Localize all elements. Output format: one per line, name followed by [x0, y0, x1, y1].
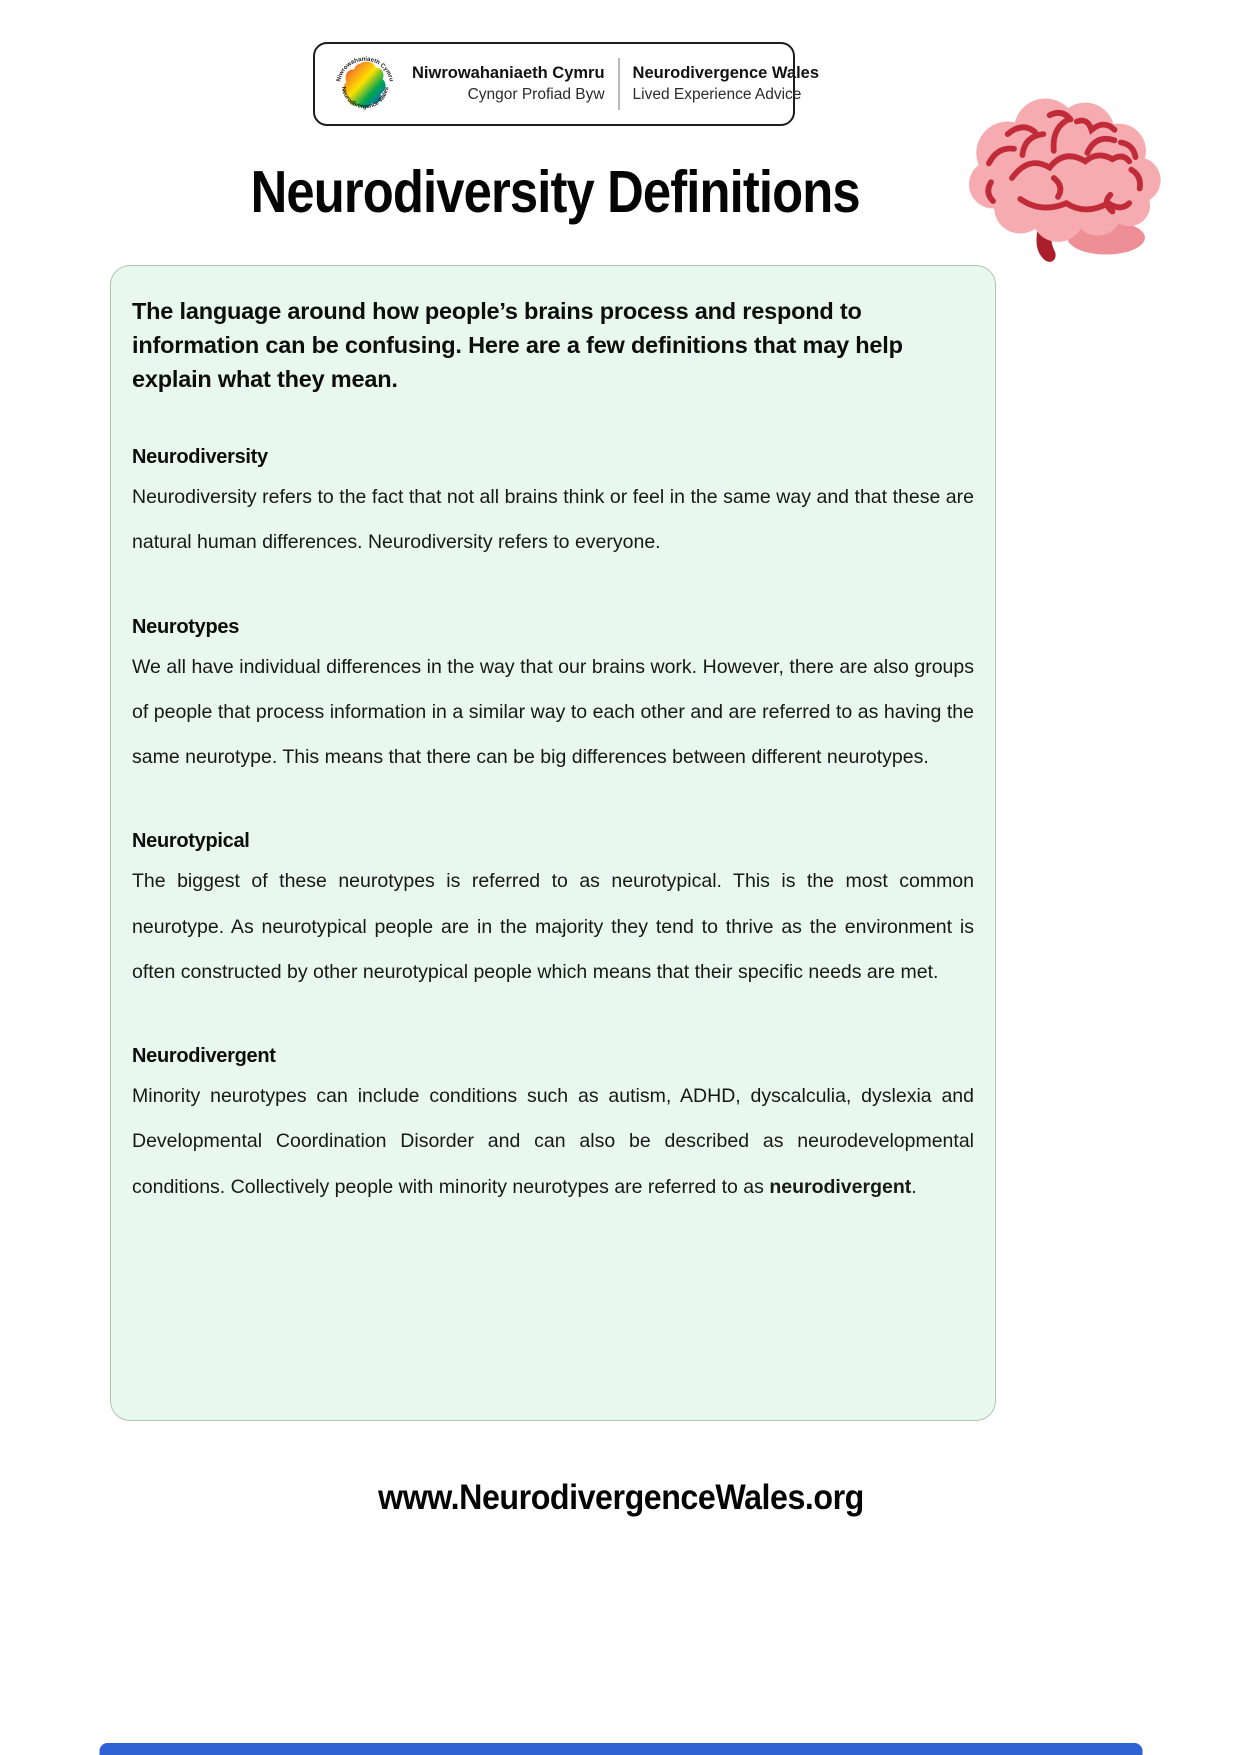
section-body: We all have individual differences in the way that our brains work. However, there are also groups of people that process information in a similar way to each other and are referred to as having the same neurotype. This means that there can be big differences between different neurotypes. [132, 655, 974, 769]
section-neurotypical [132, 830, 974, 995]
section-neurotypes [132, 616, 974, 781]
section-neurodiversity [132, 446, 974, 565]
page-title-text: Neurodiversity Definitions [250, 159, 861, 225]
rainbow-wales-logo-icon [331, 50, 399, 118]
logo-arc-bottom-text: Neurodivergence Wales [339, 86, 391, 111]
section-body: The biggest of these neurotypes is referred to as neurotypical. This is the most common neurotype. As neurotypical people are in the majority they tend to thrive as the environment is often constructed by other neurotypical people which means that their specific needs are met. [132, 870, 974, 983]
section-body-period: . [911, 1175, 917, 1198]
bottom-accent-bar [99, 1743, 1142, 1755]
section-body [132, 1074, 974, 1210]
section-body: Neurodiversity refers to the fact that not all brains think or feel in the same way and that these are natural human differences. Neurodiversity refers to everyone. [132, 486, 974, 554]
section-heading: Neurotypical [132, 830, 250, 853]
org-tagline-welsh: Cyngor Profiad Byw [467, 85, 605, 103]
section-heading: Neurodivergent [132, 1045, 276, 1068]
section-body-bold-term: neurodivergent [769, 1175, 912, 1198]
org-tagline-english: Lived Experience Advice [632, 85, 802, 103]
website-url [0, 1478, 1241, 1518]
logo-box-divider [618, 58, 620, 110]
org-name-welsh: Niwrowahaniaeth Cymru [412, 64, 605, 83]
website-url-text: www.NeurodivergenceWales.org [377, 1478, 864, 1517]
org-name-english-block [633, 62, 819, 105]
section-body-text: Minority neurotypes can include conditions such as autism, ADHD, dyscalculia, dyslexia and Developmental Coordination Disorder and can also be described as neurodevelopmental conditions. Collectively people with minority neurotypes are referred to as [132, 1085, 974, 1198]
org-name-welsh-block [412, 62, 605, 105]
intro-paragraph: The language around how people’s brains process and respond to information can be confusing. Here are a few definitions that may help explain what they mean. [132, 298, 903, 393]
org-logo-box [313, 42, 820, 126]
section-neurodivergent [132, 1045, 974, 1210]
section-heading: Neurodiversity [132, 446, 268, 469]
logo-arc-top-text: Niwrowahaniaeth Cymru [336, 56, 394, 83]
section-heading: Neurotypes [132, 615, 240, 638]
page-title [0, 158, 1111, 226]
definitions-card [110, 265, 996, 1421]
org-name-english: Neurodivergence Wales [632, 64, 820, 83]
